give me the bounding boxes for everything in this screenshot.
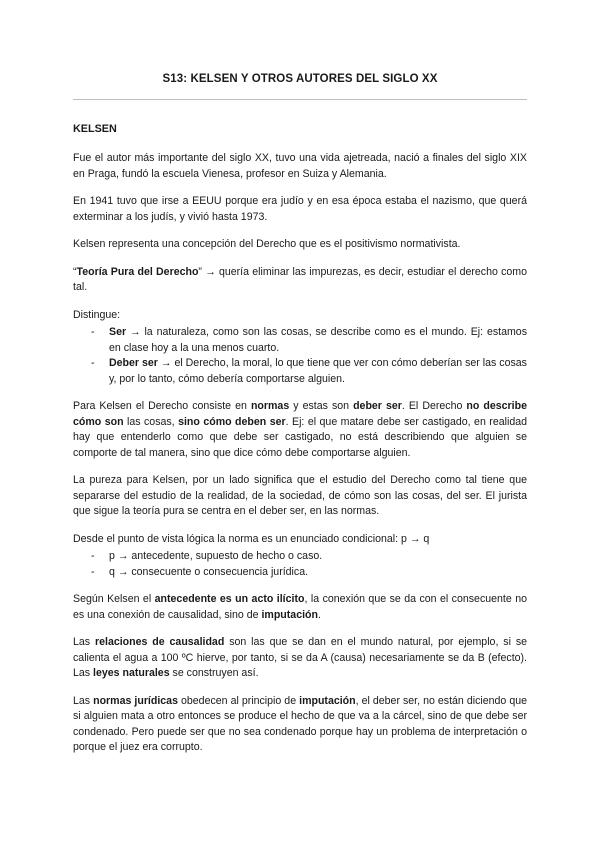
paragraph-antecedente xyxy=(73,592,527,623)
bold-term: antecedente es un acto ilícito xyxy=(154,593,305,605)
bold-term: Ser xyxy=(109,326,127,338)
page-title: S13: KELSEN Y OTROS AUTORES DEL SIGLO XX xyxy=(73,72,527,100)
text-span: . xyxy=(317,608,321,621)
text-span: Según Kelsen el xyxy=(73,593,155,605)
bold-term: Deber ser xyxy=(109,357,158,369)
paragraph-pure-theory xyxy=(73,265,527,296)
list-item: - q → consecuente o consecuencia jurídica. xyxy=(73,565,527,581)
paragraph-pureza: La pureza para Kelsen, por un lado significa que el estudio del Derecho como tal tiene que separarse del estudio de la realidad, de la sociedad, de cómo son las cosas, del ser. El jurista que sigue la teoría pura se centra en el deber ser, en las normas. xyxy=(73,474,527,517)
paragraph-imputacion xyxy=(73,694,527,756)
bold-term: deber ser xyxy=(353,400,402,412)
paragraph-biography: Fue el autor más importante del siglo XX, tuvo una vida ajetreada, nació a finales del siglo XIX en Praga, fundó la escuela Vienesa, profesor en Suiza y Alemania. xyxy=(73,152,527,180)
logic-label: Desde el punto de vista lógica la norma es un enunciado condicional: p → q xyxy=(73,532,430,545)
bold-term: imputación xyxy=(261,608,318,621)
text-span: y estas son xyxy=(289,400,354,412)
text-span: “ xyxy=(73,265,77,278)
paragraph-positivism: Kelsen representa una concepción del Derecho que es el positivismo normativista. xyxy=(73,238,461,250)
bold-term: leyes naturales xyxy=(93,667,170,679)
paragraph-exile: En 1941 tuvo que irse a EEUU porque era judío y en esa época estaba el nazismo, que querá exterminar a los judís, y vivió hasta 1973. xyxy=(73,195,527,223)
bold-term: relaciones de causalidad xyxy=(94,636,225,648)
bold-term: Teoría Pura del Derecho xyxy=(76,265,199,278)
text-span: se construyen así. xyxy=(169,667,259,679)
text-span: , el deber ser, no están diciendo que si alguien mata a otro entonces se produce el hecho de que va a la cárcel, sino de que debe ser condenado. Pero puede ser que no sea condenado porque hay un problema de interpretación o porque el juez era corrupto. xyxy=(73,694,527,753)
bold-term: normas jurídicas xyxy=(93,694,178,707)
distingue-list xyxy=(73,325,527,387)
text-span: → el Derecho, la moral, lo que tiene que ver con cómo deberían ser las cosas y, por lo tanto, cómo debería comportarse alguien. xyxy=(109,357,527,385)
text-span: → la naturaleza, como son las cosas, se describe como es el mundo. Ej: estamos en clase hoy a la una menos cuarto. xyxy=(109,326,527,354)
bold-term: sino cómo deben ser xyxy=(178,415,286,428)
text-span: Para Kelsen el Derecho consiste en xyxy=(73,400,251,412)
distingue-label: Distingue: xyxy=(73,308,121,321)
section-heading-kelsen: KELSEN xyxy=(73,122,117,135)
logic-list xyxy=(73,549,527,580)
text-span: las cosas, xyxy=(123,415,179,428)
text-span: obedecen al principio de xyxy=(177,694,300,707)
list-item xyxy=(73,325,527,356)
text-span: . El Derecho xyxy=(401,400,467,412)
bold-term: imputación xyxy=(299,694,356,707)
paragraph-causalidad xyxy=(73,635,527,682)
list-item: - p → antecedente, supuesto de hecho o caso. xyxy=(73,549,527,565)
paragraph-normas xyxy=(73,399,527,461)
text-span: Las xyxy=(73,636,95,648)
text-span: . Ej: el que matare debe ser castigado, en realidad hay que entenderlo como que debe ser castigado, no está describiendo que alguien se comporte de tal manera, sino que dice cómo debe comportarse alguien. xyxy=(73,415,527,459)
bold-term: no describe cómo son xyxy=(73,400,527,428)
text-span: Las xyxy=(73,694,94,707)
list-item xyxy=(73,356,527,387)
text-span: , la conexión que se da con el consecuente no es una conexión de causalidad, sino de xyxy=(73,593,527,621)
text-span: son las que se dan en el mundo natural, por ejemplo, si se calienta el agua a 100 ºC hierve, por tanto, si se da A (causa) necesariamente se da B (efecto). Las xyxy=(73,636,528,679)
text-span: ” → quería eliminar las impurezas, es decir, estudiar el derecho como tal. xyxy=(73,265,527,293)
bold-term: normas xyxy=(250,400,290,412)
